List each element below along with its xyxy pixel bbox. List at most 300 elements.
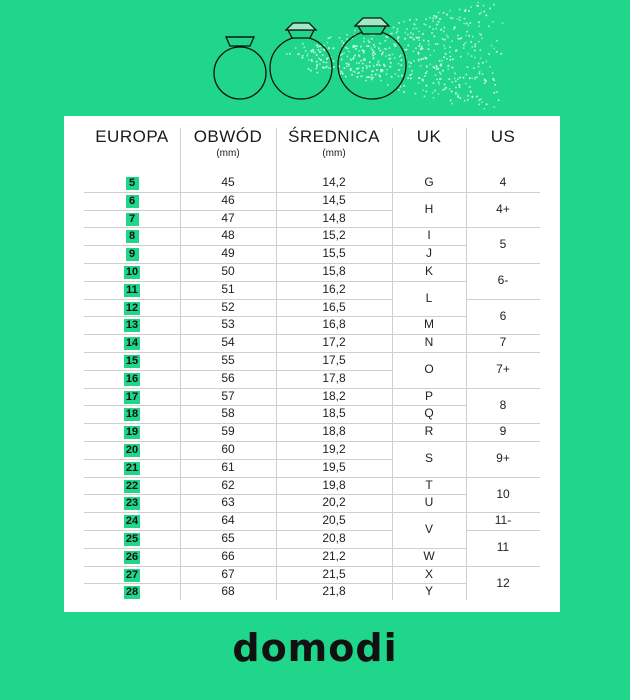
obwod-value — [180, 334, 276, 352]
obwod-value-value: 66 — [221, 548, 235, 563]
obwod-value — [180, 227, 276, 245]
us-size-value: 6 — [499, 308, 507, 323]
srednica-value — [276, 192, 392, 210]
row-divider — [276, 352, 392, 353]
header-europa: EUROPA — [95, 127, 169, 146]
uk-size-value: W — [423, 548, 435, 563]
column-obwod — [180, 116, 276, 612]
row-divider — [392, 334, 466, 335]
uk-size — [392, 174, 466, 192]
row-divider — [276, 316, 392, 317]
srednica-value — [276, 263, 392, 281]
europa-size — [84, 263, 180, 281]
divider — [180, 128, 181, 600]
us-size-value: 8 — [499, 397, 507, 412]
srednica-value-value: 21,5 — [322, 566, 346, 581]
header-srednica: ŚREDNICA — [288, 127, 380, 146]
obwod-value — [180, 405, 276, 423]
obwod-value — [180, 566, 276, 584]
row-divider — [276, 405, 392, 406]
srednica-value-value: 16,5 — [322, 299, 346, 314]
obwod-value-value: 58 — [221, 406, 235, 421]
obwod-value — [180, 388, 276, 406]
ring-medium — [270, 23, 332, 99]
row-divider — [180, 441, 276, 442]
us-size-value: 10 — [496, 486, 510, 501]
row-divider — [276, 494, 392, 495]
column-us — [466, 116, 540, 612]
obwod-value-value: 60 — [221, 442, 235, 456]
row-divider — [84, 494, 180, 495]
us-size-value: 7 — [499, 335, 507, 350]
europa-size-value: 27 — [125, 568, 139, 581]
uk-size-value: O — [424, 362, 434, 376]
obwod-value — [180, 174, 276, 192]
obwod-value — [180, 263, 276, 281]
europa-size — [84, 352, 180, 370]
row-divider — [392, 227, 466, 228]
brand-logo: domodi — [232, 626, 398, 670]
row-divider — [180, 210, 276, 211]
europa-size-value: 25 — [125, 533, 139, 545]
obwod-value-value: 56 — [221, 370, 235, 385]
row-divider — [392, 441, 466, 442]
europa-size — [84, 299, 180, 317]
uk-size-value: X — [424, 566, 433, 581]
us-size-value: 11- — [494, 513, 512, 528]
srednica-value-value: 16,2 — [322, 281, 346, 296]
rings-illustration — [0, 0, 630, 115]
europa-size — [84, 583, 180, 601]
row-divider — [276, 477, 392, 478]
obwod-value-value: 59 — [221, 424, 235, 439]
obwod-value-value: 62 — [221, 477, 235, 492]
europa-size-value: 18 — [125, 408, 139, 421]
row-divider — [276, 388, 392, 389]
uk-size-value: J — [426, 246, 432, 261]
row-divider — [180, 477, 276, 478]
uk-size — [392, 441, 466, 477]
srednica-value-value: 20,5 — [322, 513, 346, 528]
europa-size-value: 7 — [126, 213, 139, 226]
row-divider — [276, 512, 392, 513]
row-divider — [276, 548, 392, 549]
uk-size — [392, 423, 466, 441]
us-size-value: 12 — [496, 575, 510, 590]
column-europa — [84, 116, 180, 612]
obwod-value-value: 68 — [221, 584, 235, 599]
row-divider — [392, 316, 466, 317]
uk-size-value: G — [424, 175, 434, 189]
europa-size — [84, 370, 180, 388]
row-divider — [180, 512, 276, 513]
obwod-value-value: 54 — [221, 335, 235, 350]
us-size — [466, 299, 540, 335]
us-size — [466, 477, 540, 513]
srednica-value — [276, 245, 392, 263]
srednica-value-value: 18,2 — [322, 388, 346, 403]
row-divider — [276, 334, 392, 335]
row-divider — [180, 192, 276, 193]
uk-size — [392, 192, 466, 228]
row-divider — [180, 227, 276, 228]
row-divider — [392, 512, 466, 513]
row-divider — [276, 583, 392, 584]
row-divider — [276, 263, 392, 264]
row-divider — [180, 299, 276, 300]
europa-size-value: 6 — [126, 195, 139, 208]
obwod-value — [180, 548, 276, 566]
us-size-value: 4+ — [496, 201, 510, 216]
srednica-value — [276, 459, 392, 477]
row-divider — [276, 459, 392, 460]
uk-size-value: P — [424, 388, 433, 403]
row-divider — [392, 405, 466, 406]
obwod-value — [180, 459, 276, 477]
srednica-value — [276, 494, 392, 512]
ring-small — [214, 37, 266, 99]
europa-size-value: 17 — [125, 390, 139, 403]
uk-size — [392, 548, 466, 566]
obwod-value — [180, 192, 276, 210]
uk-size — [392, 405, 466, 423]
row-divider — [180, 459, 276, 460]
uk-size — [392, 334, 466, 352]
srednica-value-value: 14,2 — [322, 175, 346, 189]
row-divider — [392, 281, 466, 282]
row-divider — [180, 281, 276, 282]
obwod-value — [180, 316, 276, 334]
europa-size-value: 23 — [125, 497, 139, 510]
obwod-value — [180, 423, 276, 441]
srednica-value — [276, 512, 392, 530]
us-size-value: 11 — [496, 540, 510, 554]
srednica-value-value: 17,5 — [322, 353, 346, 367]
europa-size-value: 12 — [125, 301, 139, 314]
row-divider — [180, 548, 276, 549]
srednica-value-value: 21,2 — [322, 548, 346, 563]
obwod-value — [180, 441, 276, 459]
row-divider — [466, 299, 540, 300]
row-divider — [84, 477, 180, 478]
row-divider — [180, 388, 276, 389]
row-divider — [180, 334, 276, 335]
row-divider — [84, 334, 180, 335]
row-divider — [84, 210, 180, 211]
us-size-value: 9+ — [496, 451, 510, 465]
srednica-value — [276, 477, 392, 495]
europa-size — [84, 459, 180, 477]
row-divider — [84, 227, 180, 228]
europa-size — [84, 441, 180, 459]
europa-size-value: 19 — [125, 426, 139, 439]
header-obwod: OBWÓD — [193, 127, 263, 146]
srednica-value — [276, 548, 392, 566]
europa-size-value: 22 — [125, 479, 139, 492]
row-divider — [180, 352, 276, 353]
row-divider — [84, 245, 180, 246]
srednica-value — [276, 405, 392, 423]
divider — [392, 128, 393, 600]
europa-size — [84, 405, 180, 423]
srednica-value — [276, 281, 392, 299]
row-divider — [466, 334, 540, 335]
srednica-value — [276, 530, 392, 548]
row-divider — [84, 316, 180, 317]
uk-size — [392, 263, 466, 281]
row-divider — [392, 263, 466, 264]
us-size — [466, 388, 540, 424]
uk-size-value: R — [424, 424, 434, 439]
srednica-value-value: 19,8 — [322, 477, 346, 492]
uk-size-value: N — [424, 335, 434, 350]
row-divider — [84, 566, 180, 567]
obwod-value-value: 63 — [221, 495, 235, 510]
row-divider — [276, 530, 392, 531]
europa-size-value: 9 — [126, 248, 139, 261]
srednica-value — [276, 334, 392, 352]
row-divider — [466, 566, 540, 567]
obwod-value-value: 46 — [221, 192, 235, 207]
row-divider — [466, 227, 540, 228]
us-size — [466, 263, 540, 299]
row-divider — [84, 512, 180, 513]
row-divider — [392, 583, 466, 584]
row-divider — [84, 459, 180, 460]
row-divider — [84, 281, 180, 282]
srednica-value-value: 17,8 — [322, 370, 346, 385]
uk-size — [392, 352, 466, 388]
obwod-value — [180, 299, 276, 317]
europa-size-value: 20 — [125, 444, 139, 456]
uk-size — [392, 512, 466, 548]
srednica-value-value: 16,8 — [322, 317, 346, 332]
srednica-value-value: 14,5 — [322, 192, 346, 207]
row-divider — [84, 423, 180, 424]
srednica-value-value: 21,8 — [322, 584, 346, 599]
europa-size-value: 26 — [125, 550, 139, 563]
srednica-value-value: 17,2 — [322, 335, 346, 350]
obwod-value-value: 64 — [221, 513, 235, 528]
row-divider — [84, 352, 180, 353]
row-divider — [466, 512, 540, 513]
row-divider — [84, 299, 180, 300]
us-size-value: 4 — [499, 175, 507, 189]
row-divider — [392, 548, 466, 549]
column-uk — [392, 116, 466, 612]
row-divider — [466, 530, 540, 531]
obwod-value — [180, 210, 276, 228]
us-size-value: 6- — [497, 273, 509, 287]
europa-size — [84, 530, 180, 548]
row-divider — [466, 477, 540, 478]
us-size-value: 9 — [499, 424, 507, 439]
srednica-value — [276, 210, 392, 228]
europa-size-value: 21 — [125, 461, 139, 474]
obwod-value-value: 53 — [221, 317, 235, 332]
uk-size-value: L — [425, 290, 433, 305]
row-divider — [180, 583, 276, 584]
header-obwod-unit: (mm) — [216, 148, 240, 159]
us-size — [466, 352, 540, 388]
row-divider — [84, 388, 180, 389]
row-divider — [276, 423, 392, 424]
row-divider — [392, 192, 466, 193]
row-divider — [180, 566, 276, 567]
obwod-value — [180, 370, 276, 388]
row-divider — [84, 405, 180, 406]
srednica-value — [276, 227, 392, 245]
srednica-value-value: 14,8 — [322, 210, 346, 225]
row-divider — [84, 441, 180, 442]
obwod-value-value: 52 — [221, 299, 235, 314]
obwod-value-value: 50 — [221, 264, 235, 278]
row-divider — [392, 566, 466, 567]
srednica-value — [276, 352, 392, 370]
obwod-value — [180, 245, 276, 263]
row-divider — [180, 245, 276, 246]
uk-size-value: V — [424, 522, 433, 537]
us-size — [466, 441, 540, 477]
europa-size — [84, 281, 180, 299]
srednica-value-value: 18,5 — [322, 406, 346, 421]
obwod-value-value: 45 — [221, 175, 235, 189]
header-us: US — [490, 127, 516, 146]
row-divider — [180, 316, 276, 317]
europa-size — [84, 423, 180, 441]
obwod-value — [180, 477, 276, 495]
europa-size — [84, 316, 180, 334]
row-divider — [180, 494, 276, 495]
europa-size — [84, 227, 180, 245]
uk-size — [392, 494, 466, 512]
europa-size — [84, 334, 180, 352]
srednica-value-value: 19,2 — [322, 442, 346, 456]
row-divider — [392, 494, 466, 495]
srednica-value — [276, 388, 392, 406]
srednica-value-value: 15,5 — [322, 246, 346, 261]
row-divider — [84, 192, 180, 193]
obwod-value-value: 49 — [221, 246, 235, 261]
uk-size — [392, 245, 466, 263]
uk-size-value: U — [424, 495, 434, 510]
europa-size-value: 10 — [125, 266, 139, 278]
europa-size — [84, 477, 180, 495]
header-srednica-unit: (mm) — [322, 148, 346, 159]
ring-large — [338, 18, 406, 99]
obwod-value-value: 55 — [221, 353, 235, 367]
row-divider — [466, 441, 540, 442]
europa-size — [84, 548, 180, 566]
us-size — [466, 423, 540, 441]
row-divider — [392, 245, 466, 246]
us-size — [466, 512, 540, 530]
column-srednica — [276, 116, 392, 612]
row-divider — [84, 583, 180, 584]
row-divider — [276, 210, 392, 211]
divider — [276, 128, 277, 600]
row-divider — [84, 263, 180, 264]
row-divider — [392, 423, 466, 424]
obwod-value — [180, 281, 276, 299]
row-divider — [276, 281, 392, 282]
obwod-value — [180, 530, 276, 548]
europa-size — [84, 388, 180, 406]
obwod-value-value: 47 — [221, 210, 235, 225]
europa-size — [84, 192, 180, 210]
europa-size-value: 24 — [125, 515, 139, 528]
row-divider — [84, 530, 180, 531]
uk-size — [392, 477, 466, 495]
europa-size — [84, 512, 180, 530]
row-divider — [84, 370, 180, 371]
srednica-value-value: 19,5 — [322, 459, 346, 474]
us-size — [466, 334, 540, 352]
srednica-value-value: 15,2 — [322, 228, 346, 243]
obwod-value — [180, 494, 276, 512]
obwod-value-value: 51 — [221, 281, 235, 296]
row-divider — [466, 192, 540, 193]
uk-size-value: S — [424, 451, 433, 465]
srednica-value — [276, 441, 392, 459]
row-divider — [392, 477, 466, 478]
row-divider — [180, 263, 276, 264]
row-divider — [392, 352, 466, 353]
obwod-value-value: 61 — [221, 459, 235, 474]
row-divider — [180, 405, 276, 406]
us-size — [466, 566, 540, 602]
uk-size-value: K — [424, 264, 433, 278]
europa-size-value: 5 — [126, 177, 139, 190]
uk-size — [392, 566, 466, 584]
us-size — [466, 174, 540, 192]
europa-size-value: 15 — [125, 355, 139, 367]
row-divider — [276, 566, 392, 567]
srednica-value-value: 15,8 — [322, 264, 346, 278]
europa-size — [84, 210, 180, 228]
row-divider — [276, 299, 392, 300]
uk-size — [392, 583, 466, 601]
srednica-value — [276, 316, 392, 334]
obwod-value — [180, 352, 276, 370]
srednica-value-value: 20,2 — [322, 495, 346, 510]
srednica-value — [276, 370, 392, 388]
row-divider — [84, 548, 180, 549]
srednica-value — [276, 423, 392, 441]
europa-size — [84, 245, 180, 263]
srednica-value-value: 20,8 — [322, 531, 346, 545]
row-divider — [180, 423, 276, 424]
srednica-value — [276, 583, 392, 601]
europa-size-value: 28 — [125, 586, 139, 599]
row-divider — [466, 263, 540, 264]
obwod-value — [180, 583, 276, 601]
europa-size-value: 14 — [125, 337, 139, 350]
row-divider — [276, 370, 392, 371]
row-divider — [392, 388, 466, 389]
europa-size-value: 16 — [125, 372, 139, 385]
obwod-value-value: 57 — [221, 388, 235, 403]
obwod-value — [180, 512, 276, 530]
europa-size — [84, 494, 180, 512]
uk-size-value: Y — [424, 584, 433, 599]
uk-size — [392, 316, 466, 334]
obwod-value-value: 65 — [221, 531, 235, 545]
row-divider — [276, 245, 392, 246]
uk-size-value: H — [424, 201, 434, 216]
uk-size — [392, 227, 466, 245]
us-size — [466, 192, 540, 228]
